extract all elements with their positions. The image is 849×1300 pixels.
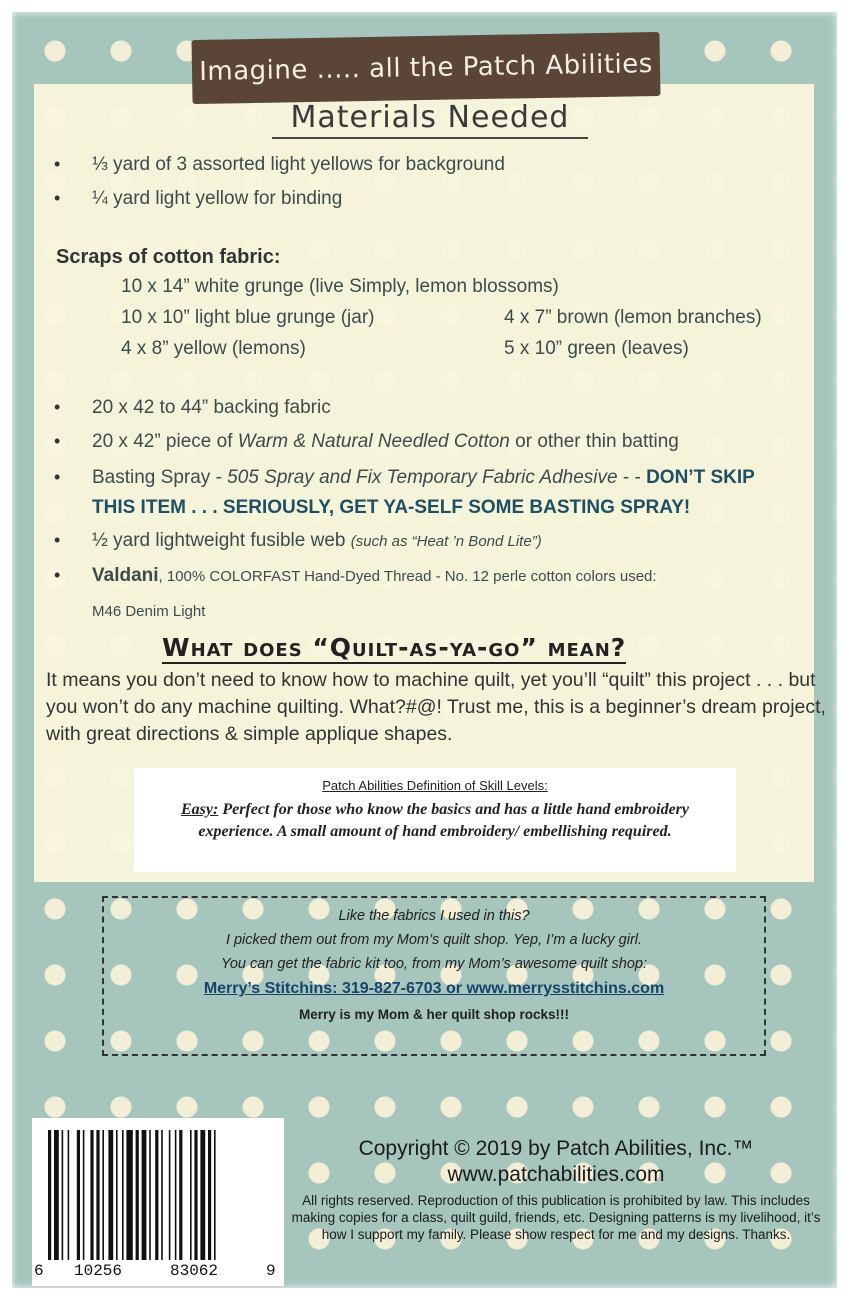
scrap-item: 10 x 10” light blue grunge (jar) <box>121 307 375 328</box>
list-item: • ¼ yard light yellow for binding <box>54 188 343 209</box>
quilt-as-ya-go-title: What does “Quilt-as-ya-go” mean? <box>162 633 627 662</box>
banner-text: Imagine ..... all the Patch Abilities <box>198 49 654 87</box>
barcode-bar <box>77 1130 80 1260</box>
barcode-bar <box>96 1130 99 1260</box>
shop-link[interactable]: Merry’s Stitchins: 319-827-6703 or www.merrysstitchins.com <box>203 980 665 997</box>
barcode-bar <box>214 1130 216 1260</box>
list-item: • Valdani, 100% COLORFAST Hand-Dyed Thread - No. 12 perle cotton colors used: <box>54 565 657 586</box>
fabric-line: I picked them out from my Mom’s quilt shop. Yep, I’m a lucky girl. <box>225 932 643 948</box>
bullet-icon: • <box>54 154 61 174</box>
barcode-bar <box>175 1130 177 1260</box>
bullet-icon: • <box>54 431 61 451</box>
barcode-bar <box>48 1130 51 1260</box>
barcode-bar <box>208 1130 211 1260</box>
list-item: • 20 x 42” piece of Warm & Natural Needled Cotton or other thin batting <box>54 431 679 452</box>
barcode-bar <box>126 1130 132 1260</box>
barcode-bar <box>200 1130 205 1260</box>
barcode-bars <box>48 1130 268 1260</box>
fabric-line: Like the fabrics I used in this? <box>338 908 530 924</box>
fabric-line: You can get the fabric kit too, from my Mom’s awesome quilt shop: <box>220 956 648 972</box>
barcode-bar <box>190 1130 192 1260</box>
barcode-bar <box>83 1130 85 1260</box>
bullet-icon: • <box>54 467 61 487</box>
alert-text: DON’T SKIP <box>646 467 755 488</box>
rights-text: All rights reserved. Reproduction of this publication is prohibited by law. This includes making copies for a class, quilt guild, friends, etc. Designing patterns is my livelihood, it’s how I support my family. Please show respect for me and my designs. Thanks. <box>291 1193 821 1242</box>
barcode-bar <box>102 1130 104 1260</box>
barcode-bar <box>108 1130 113 1260</box>
list-item: • ⅓ yard of 3 assorted light yellows for background <box>54 154 505 175</box>
barcode-bar <box>54 1130 59 1260</box>
barcode-bar <box>62 1130 64 1260</box>
skill-heading: Patch Abilities Definition of Skill Levels: <box>322 778 548 793</box>
bullet-icon: • <box>54 188 61 208</box>
scrap-item: 4 x 7” brown (lemon branches) <box>504 307 762 328</box>
copyright-block <box>290 1136 822 1243</box>
barcode-digit: 83062 <box>170 1262 219 1280</box>
barcode-bar <box>116 1130 118 1260</box>
barcode-bar <box>142 1130 147 1260</box>
list-item: • Basting Spray - 505 Spray and Fix Temporary Fabric Adhesive - - DON’T SKIP <box>54 467 755 488</box>
fabric-line: Merry is my Mom & her quilt shop rocks!!! <box>298 1007 570 1022</box>
materials-title: Materials Needed <box>272 100 588 139</box>
barcode-digit: 10256 <box>74 1262 123 1280</box>
banner <box>191 32 660 104</box>
barcode-bar <box>90 1130 93 1260</box>
scrap-item: 5 x 10” green (leaves) <box>504 338 689 359</box>
thread-color: M46 Denim Light <box>92 603 206 620</box>
skill-level-box <box>134 768 736 872</box>
bullet-icon: • <box>54 565 61 585</box>
bullet-icon: • <box>54 530 61 550</box>
back-cover <box>12 12 837 1288</box>
scrap-item: 10 x 14” white grunge (live Simply, lemon blossoms) <box>121 276 559 297</box>
list-item: • ½ yard lightweight fusible web (such as “Heat ’n Bond Lite”) <box>54 530 542 551</box>
scraps-title: Scraps of cotton fabric: <box>56 246 281 268</box>
barcode-bar <box>136 1130 139 1260</box>
barcode-digit: 6 <box>34 1262 44 1280</box>
skill-text: Easy: Perfect for those who know the basics and has a little hand embroidery experience. A small amount of hand embroidery/ embellishing required. <box>180 801 689 840</box>
fabric-kit-box <box>102 896 766 1056</box>
quilt-as-ya-go-text: It means you don’t need to know how to machine quilt, yet you’ll “quilt” this project . . . but you won’t do any machine quilting. What?#@! Trust me, this is a beginner’s dream project, with great directions & simple applique shapes. <box>46 669 826 745</box>
barcode-bar <box>169 1130 171 1260</box>
barcode-bar <box>161 1130 163 1260</box>
website-link[interactable]: www.patchabilities.com <box>447 1163 665 1186</box>
barcode-bar <box>149 1130 151 1260</box>
barcode-bar <box>179 1130 182 1260</box>
barcode-digit: 9 <box>266 1262 276 1280</box>
barcode-bar <box>122 1130 124 1260</box>
barcode <box>32 1118 284 1286</box>
barcode-bar <box>194 1130 197 1260</box>
copyright-line: Copyright © 2019 by Patch Abilities, Inc.™ <box>358 1137 754 1160</box>
list-item: • 20 x 42 to 44” backing fabric <box>54 397 331 418</box>
bullet-icon: • <box>54 397 61 417</box>
barcode-bar <box>155 1130 158 1260</box>
barcode-bar <box>68 1130 70 1260</box>
alert-line: THIS ITEM . . . SERIOUSLY, GET YA-SELF SOME BASTING SPRAY! <box>92 497 691 518</box>
scrap-item: 4 x 8” yellow (lemons) <box>121 338 306 359</box>
